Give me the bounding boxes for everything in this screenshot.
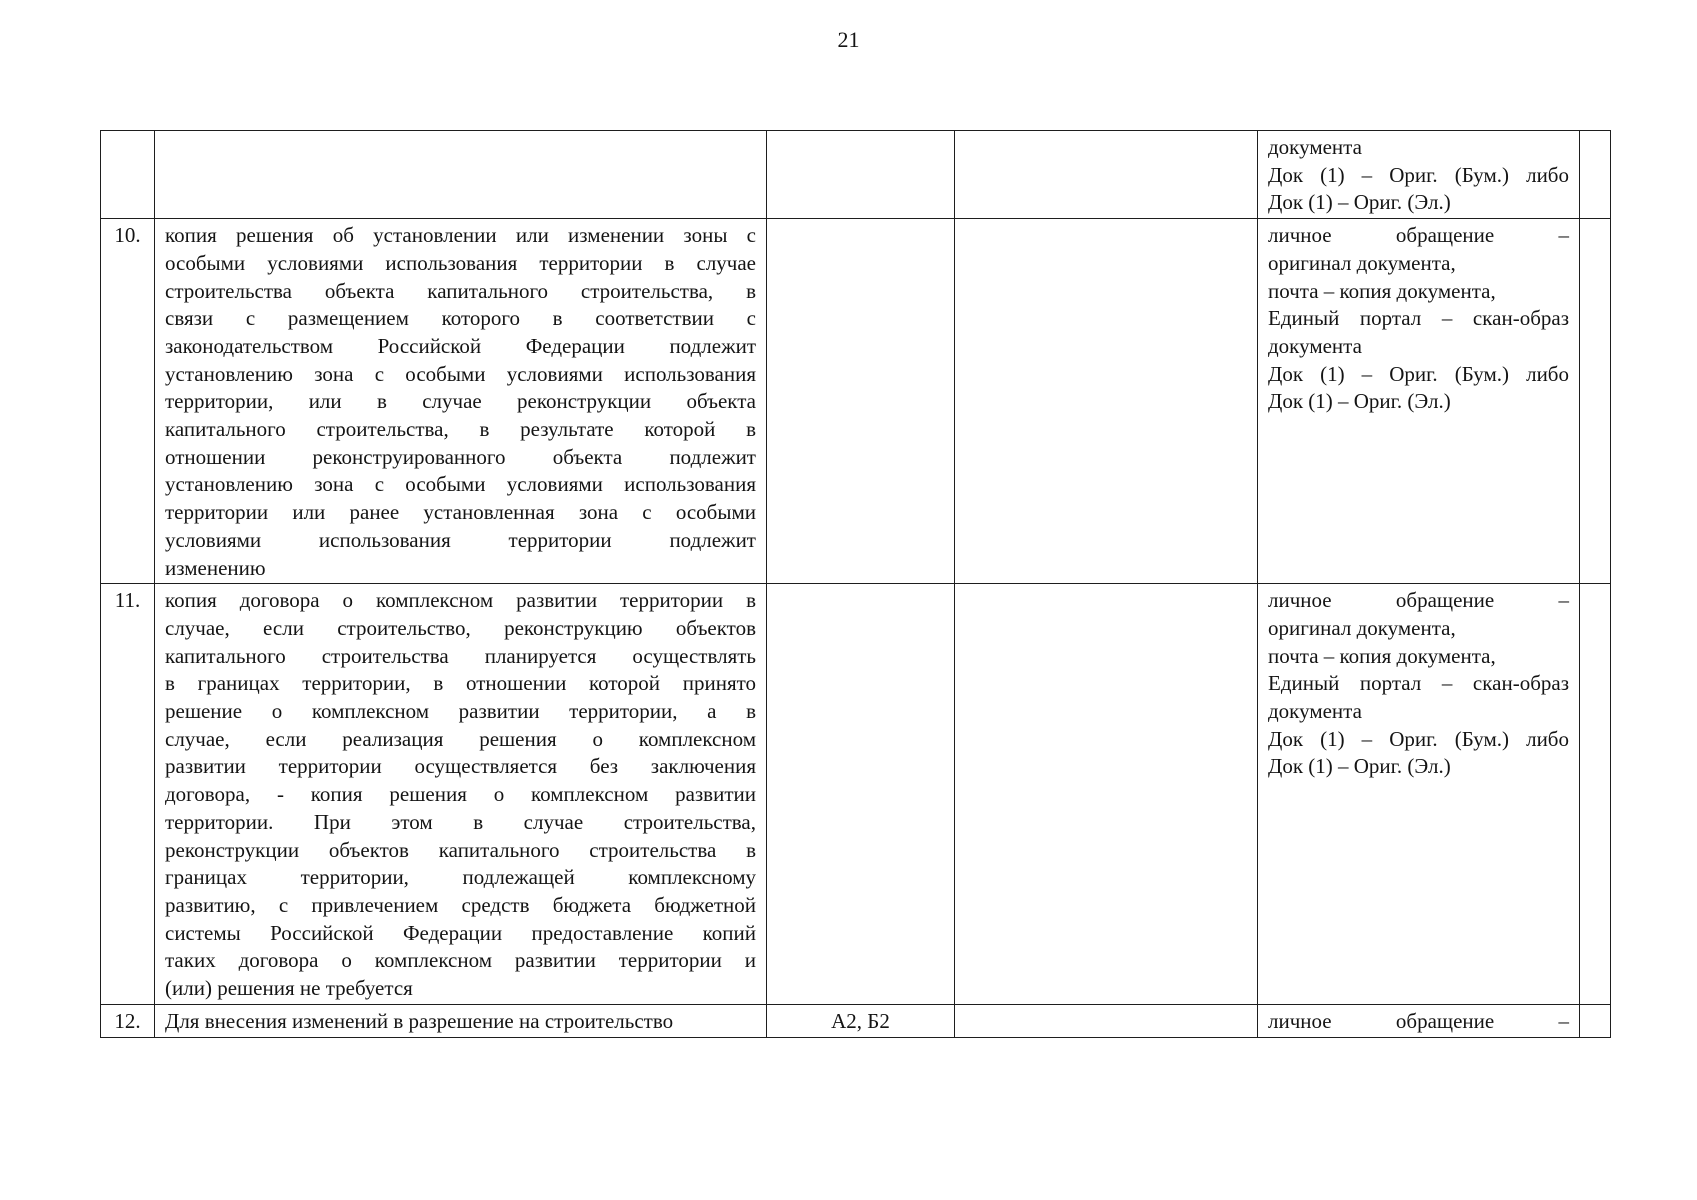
empty-cell [955,219,1258,584]
text-line: (или) решения не требуется [165,976,413,1001]
text-line: капитального строительства, в результате которой в [165,417,756,442]
text-line: установлению зона с особыми условиями использования [165,472,756,497]
submission-method-cell [1258,584,1580,1005]
text-line: Единый портал – скан-образ [1268,671,1569,696]
document-description-cell [155,219,767,584]
document-description-cell [155,1004,767,1037]
applicant-code-cell [767,584,955,1005]
row-number-cell: 10. [101,219,155,584]
applicant-code-cell [767,131,955,219]
text-line: договора, - копия решения о комплексном развитии [165,782,756,807]
applicant-code-cell: А2, Б2 [767,1004,955,1037]
table-row [101,584,1611,1005]
document-table [100,130,1611,1038]
empty-cell [1580,131,1611,219]
empty-cell [1580,1004,1611,1037]
table-row-continued [101,131,1611,219]
text-line: капитального строительства планируется осуществлять [165,643,756,668]
text-line: решение о комплексном развитии территории, а в [165,699,756,724]
submission-method-cell [1258,131,1580,219]
text-line: случае, если строительство, реконструкцию объектов [165,615,756,640]
text-line: Док (1) – Ориг. (Бум.) либо [1268,361,1569,386]
text-line: связи с размещением которого в соответствии с [165,306,756,331]
document-description-cell [155,584,767,1005]
text-line: территории или ранее установленная зона с особыми [165,500,756,525]
text-line: случае, если реализация решения о комплексном [165,726,756,751]
table-row [101,1004,1611,1037]
text-line: почта – копия документа, [1268,643,1496,668]
row-number-cell: 11. [101,584,155,1005]
text-line: строительства объекта капитального строительства, в [165,278,756,303]
empty-cell [1580,219,1611,584]
text-line: особыми условиями использования территории в случае [165,250,756,275]
text-line: законодательством Российской Федерации подлежит [165,333,756,358]
text-line: Док (1) – Ориг. (Бум.) либо [1268,162,1569,187]
text-line: территории, или в случае реконструкции объекта [165,389,756,414]
row-number-cell [101,131,155,219]
text-line: отношении реконструированного объекта подлежит [165,444,756,469]
table-row [101,219,1611,584]
text-line: в границах территории, в отношении которой принято [165,671,756,696]
text-line: границах территории, подлежащей комплексному [165,865,756,890]
text-line: личное обращение – [1268,588,1569,613]
empty-cell [955,131,1258,219]
text-line: документа [1268,135,1362,159]
page-number: 21 [837,27,860,52]
text-line: копия решения об установлении или изменении зоны с [165,223,756,248]
empty-cell [955,584,1258,1005]
text-line: копия договора о комплексном развитии территории в [165,588,756,613]
text-line: таких договора о комплексном развитии территории и [165,948,756,973]
text-line: условиями использования территории подлежит [165,527,756,552]
row-number-cell: 12. [101,1004,155,1037]
text-line: Док (1) – Ориг. (Бум.) либо [1268,726,1569,751]
text-line: оригинал документа, [1268,250,1456,275]
document-description-cell [155,131,767,219]
text-line: территории. При этом в случае строительства, [165,809,756,834]
text-line: личное обращение – [1268,1008,1569,1033]
text-line: Док (1) – Ориг. (Эл.) [1268,754,1451,779]
text-line: документа [1268,333,1362,358]
text-line: личное обращение – [1268,223,1569,248]
text-line: Док (1) – Ориг. (Эл.) [1268,190,1451,215]
submission-method-cell [1258,1004,1580,1037]
text-line: Единый портал – скан-образ [1268,306,1569,331]
text-line: установлению зона с особыми условиями использования [165,361,756,386]
text-line: Для внесения изменений в разрешение на строительство [165,1008,674,1033]
text-line: оригинал документа, [1268,615,1456,640]
empty-cell [955,1004,1258,1037]
empty-cell [1580,584,1611,1005]
text-line: развитию, с привлечением средств бюджета бюджетной [165,892,756,917]
text-line: системы Российской Федерации предоставление копий [165,920,756,945]
text-line: изменению [165,555,266,580]
applicant-code-cell [767,219,955,584]
text-line: почта – копия документа, [1268,278,1496,303]
text-line: документа [1268,699,1362,724]
submission-method-cell [1258,219,1580,584]
text-line: Док (1) – Ориг. (Эл.) [1268,389,1451,414]
text-line: развитии территории осуществляется без заключения [165,754,756,779]
text-line: реконструкции объектов капитального строительства в [165,837,756,862]
